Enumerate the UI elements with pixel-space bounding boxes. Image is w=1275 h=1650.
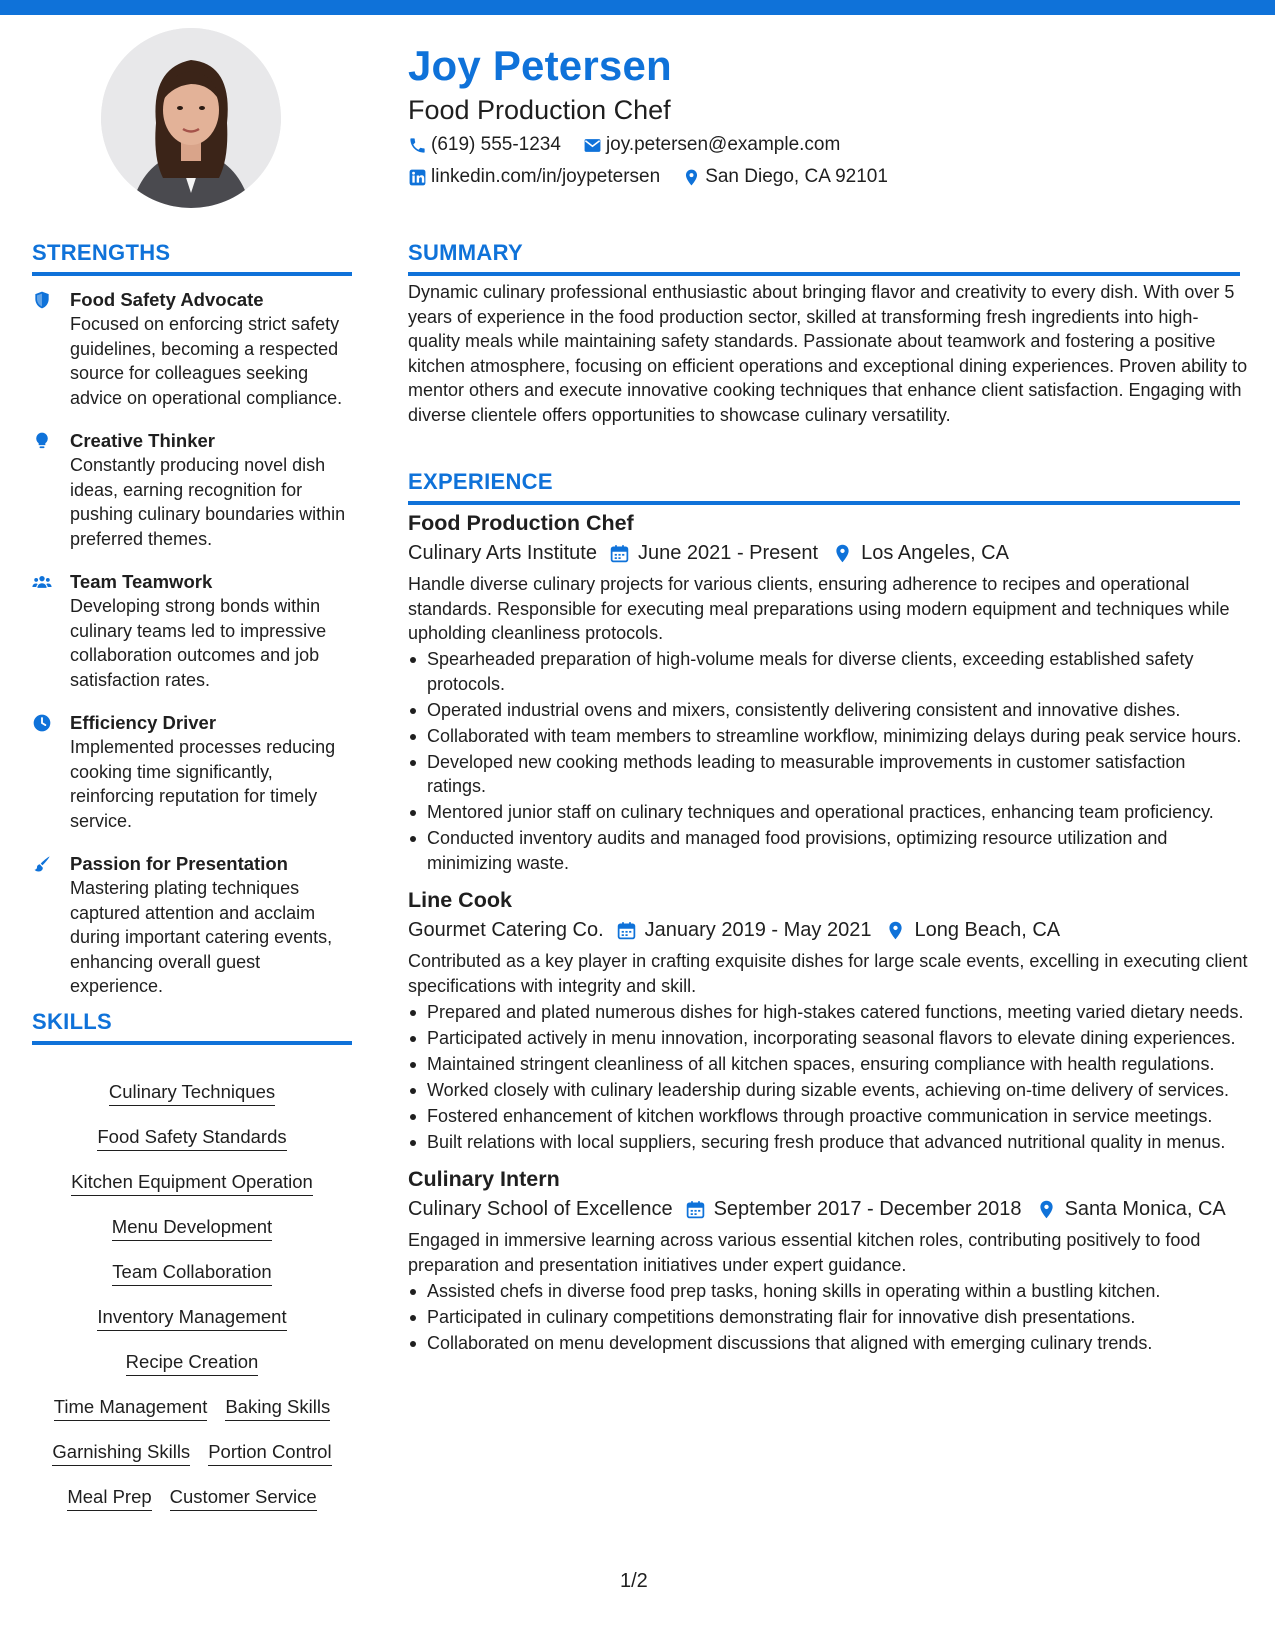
bullet-item: Operated industrial ovens and mixers, consistently delivering consistent and innovative dishes. — [408, 698, 1248, 723]
skills-list — [32, 1080, 352, 1530]
strength-item — [32, 570, 352, 692]
job-meta — [408, 538, 1248, 568]
skill-row — [32, 1170, 352, 1196]
calendar-icon — [616, 920, 637, 941]
envelope-icon — [583, 136, 602, 155]
job-location: Santa Monica, CA — [1064, 1198, 1226, 1220]
phone-icon — [408, 136, 427, 155]
email-text: joy.petersen@example.com — [605, 134, 841, 155]
contact-row-1 — [408, 134, 862, 156]
job-description: Contributed as a key player in crafting exquisite dishes for large scale events, excelling in executing client specifications with integrity and skill. — [408, 951, 1248, 996]
skill-tag: Time Management — [54, 1395, 208, 1421]
skill-tag: Recipe Creation — [126, 1350, 259, 1376]
bullet-item: Worked closely with culinary leadership during sizable events, achieving on-time delivery of services. — [408, 1078, 1248, 1103]
job-meta — [408, 915, 1248, 945]
map-pin-icon — [1036, 1199, 1057, 1220]
bullet-item: Fostered enhancement of kitchen workflows through proactive communication in service meetings. — [408, 1104, 1248, 1129]
job-role: Food Production Chef — [408, 511, 634, 535]
summary-text: Dynamic culinary professional enthusiastic about bringing flavor and creativity to every dish. With over 5 years of experience in the food production sector, skilled at transforming fresh ingredients into high-quality meals while maintaining safety standards. Passionate about teamwork and fostering a positive kitchen atmosphere, focusing on efficient operations and exceptional dining experiences. Proven ability to mentor others and execute innovative cooking techniques that enhance client satisfaction. Engaging with diverse clientele offers opportunities to showcase culinary versatility. — [408, 282, 1248, 425]
job-description: Handle diverse culinary projects for various clients, ensuring adherence to recipes and operational standards. Responsible for executing meal preparations using modern equipment and techniques while upholding cleanliness protocols. — [408, 574, 1230, 643]
location-text: San Diego, CA 92101 — [705, 166, 888, 187]
strength-title: Efficiency Driver — [70, 712, 217, 733]
job-dates: September 2017 - December 2018 — [713, 1198, 1022, 1220]
contact-location — [682, 166, 888, 188]
strengths-heading: STRENGTHS — [32, 240, 171, 265]
summary-divider — [408, 272, 1240, 276]
strengths-divider — [32, 272, 352, 276]
job-company: Gourmet Catering Co. — [408, 919, 604, 941]
top-accent-bar — [0, 0, 1275, 15]
strength-item — [32, 852, 352, 999]
contact-row-2 — [408, 166, 910, 188]
skills-heading: SKILLS — [32, 1009, 113, 1034]
users-icon — [32, 572, 52, 592]
shield-icon — [32, 290, 52, 310]
bullet-item: Mentored junior staff on culinary techniques and operational practices, enhancing team proficiency. — [408, 800, 1248, 825]
skill-row — [32, 1080, 352, 1106]
bullet-item: Developed new cooking methods leading to measurable improvements in customer satisfaction ratings. — [408, 750, 1248, 799]
job-meta — [408, 1194, 1248, 1224]
calendar-icon — [609, 543, 630, 564]
experience-divider — [408, 501, 1240, 505]
strength-desc: Mastering plating techniques captured attention and acclaim during important catering events, enhancing overall guest experience. — [70, 878, 333, 996]
bullet-item: Collaborated with team members to streamline workflow, minimizing delays during peak service hours. — [408, 724, 1248, 749]
strength-title: Team Teamwork — [70, 571, 213, 592]
job-bullets — [408, 1279, 1248, 1356]
skill-tag: Food Safety Standards — [97, 1125, 286, 1151]
skill-row — [32, 1485, 352, 1511]
brush-icon — [32, 854, 52, 874]
bullet-item: Conducted inventory audits and managed food provisions, optimizing resource utilization and minimizing waste. — [408, 826, 1248, 875]
skill-row — [32, 1125, 352, 1151]
strength-desc: Implemented processes reducing cooking time significantly, reinforcing reputation for timely service. — [70, 737, 336, 831]
skill-tag: Inventory Management — [97, 1305, 286, 1331]
linkedin-icon — [408, 168, 427, 187]
bullet-item: Spearheaded preparation of high-volume meals for diverse clients, exceeding established safety protocols. — [408, 647, 1248, 696]
page-number: 1/2 — [620, 1570, 648, 1592]
skill-row — [32, 1260, 352, 1286]
contact-phone[interactable] — [408, 134, 561, 156]
strength-desc: Focused on enforcing strict safety guidelines, becoming a respected source for colleagues seeking advice on operational compliance. — [70, 314, 343, 408]
skill-tag: Meal Prep — [67, 1485, 151, 1511]
phone-text: (619) 555-1234 — [431, 134, 561, 155]
lightbulb-icon — [32, 431, 52, 451]
job-role: Line Cook — [408, 888, 512, 912]
candidate-title: Food Production Chef — [408, 95, 671, 125]
bullet-item: Prepared and plated numerous dishes for high-stakes catered functions, meeting varied dietary needs. — [408, 1000, 1248, 1025]
strength-title: Creative Thinker — [70, 430, 215, 451]
bullet-item: Assisted chefs in diverse food prep tasks, honing skills in operating within a bustling kitchen. — [408, 1279, 1248, 1304]
skill-row — [32, 1215, 352, 1241]
job-company: Culinary Arts Institute — [408, 542, 597, 564]
skill-row — [32, 1440, 352, 1466]
calendar-icon — [685, 1199, 706, 1220]
map-pin-icon — [885, 920, 906, 941]
strength-desc: Developing strong bonds within culinary teams led to impressive collaboration outcomes and job satisfaction rates. — [70, 596, 327, 690]
job-dates: June 2021 - Present — [637, 542, 819, 564]
strength-title: Passion for Presentation — [70, 853, 288, 874]
map-pin-icon — [832, 543, 853, 564]
job-location: Los Angeles, CA — [861, 542, 1009, 564]
strength-item — [32, 711, 352, 833]
bullet-item: Collaborated on menu development discussions that aligned with emerging culinary trends. — [408, 1331, 1248, 1356]
strength-item — [32, 288, 352, 410]
job-bullets — [408, 647, 1248, 875]
job-location: Long Beach, CA — [914, 919, 1061, 941]
skill-tag: Portion Control — [208, 1440, 331, 1466]
bullet-item: Maintained stringent cleanliness of all kitchen spaces, ensuring compliance with health regulations. — [408, 1052, 1248, 1077]
job-company: Culinary School of Excellence — [408, 1198, 673, 1220]
candidate-name: Joy Petersen — [408, 42, 672, 89]
skill-tag: Culinary Techniques — [109, 1080, 275, 1106]
strength-item — [32, 429, 352, 551]
avatar — [101, 28, 281, 208]
job-description: Engaged in immersive learning across various essential kitchen roles, contributing positively to food preparation and presentation initiatives under expert guidance. — [408, 1230, 1201, 1275]
summary-heading: SUMMARY — [408, 240, 523, 265]
skill-row — [32, 1395, 352, 1421]
job-entry — [408, 1164, 1248, 1355]
job-dates: January 2019 - May 2021 — [644, 919, 872, 941]
bullet-item: Participated in culinary competitions demonstrating flair for innovative dish presentations. — [408, 1305, 1248, 1330]
contact-linkedin[interactable] — [408, 166, 660, 188]
job-bullets — [408, 1000, 1248, 1155]
job-entry — [408, 508, 1248, 875]
skill-tag: Team Collaboration — [112, 1260, 271, 1286]
experience-heading: EXPERIENCE — [408, 469, 553, 494]
strengths-list — [32, 288, 352, 1018]
skills-divider — [32, 1041, 352, 1045]
skill-tag: Kitchen Equipment Operation — [71, 1170, 313, 1196]
skill-row — [32, 1350, 352, 1376]
skill-tag: Menu Development — [112, 1215, 272, 1241]
skill-tag: Baking Skills — [225, 1395, 330, 1421]
bullet-item: Built relations with local suppliers, securing fresh produce that advanced nutritional quality in menus. — [408, 1130, 1248, 1155]
skill-row — [32, 1305, 352, 1331]
contact-email[interactable] — [583, 134, 840, 156]
skill-tag: Garnishing Skills — [52, 1440, 190, 1466]
linkedin-text: linkedin.com/in/joypetersen — [431, 166, 661, 187]
skill-tag: Customer Service — [170, 1485, 317, 1511]
strength-title: Food Safety Advocate — [70, 289, 264, 310]
job-role: Culinary Intern — [408, 1167, 560, 1191]
experience-list — [408, 508, 1248, 1365]
bullet-item: Participated actively in menu innovation, incorporating seasonal flavors to elevate dining experiences. — [408, 1026, 1248, 1051]
strength-desc: Constantly producing novel dish ideas, earning recognition for pushing culinary boundaries within preferred themes. — [70, 455, 346, 549]
job-entry — [408, 885, 1248, 1154]
clock-icon — [32, 713, 52, 733]
map-pin-icon — [682, 168, 701, 187]
